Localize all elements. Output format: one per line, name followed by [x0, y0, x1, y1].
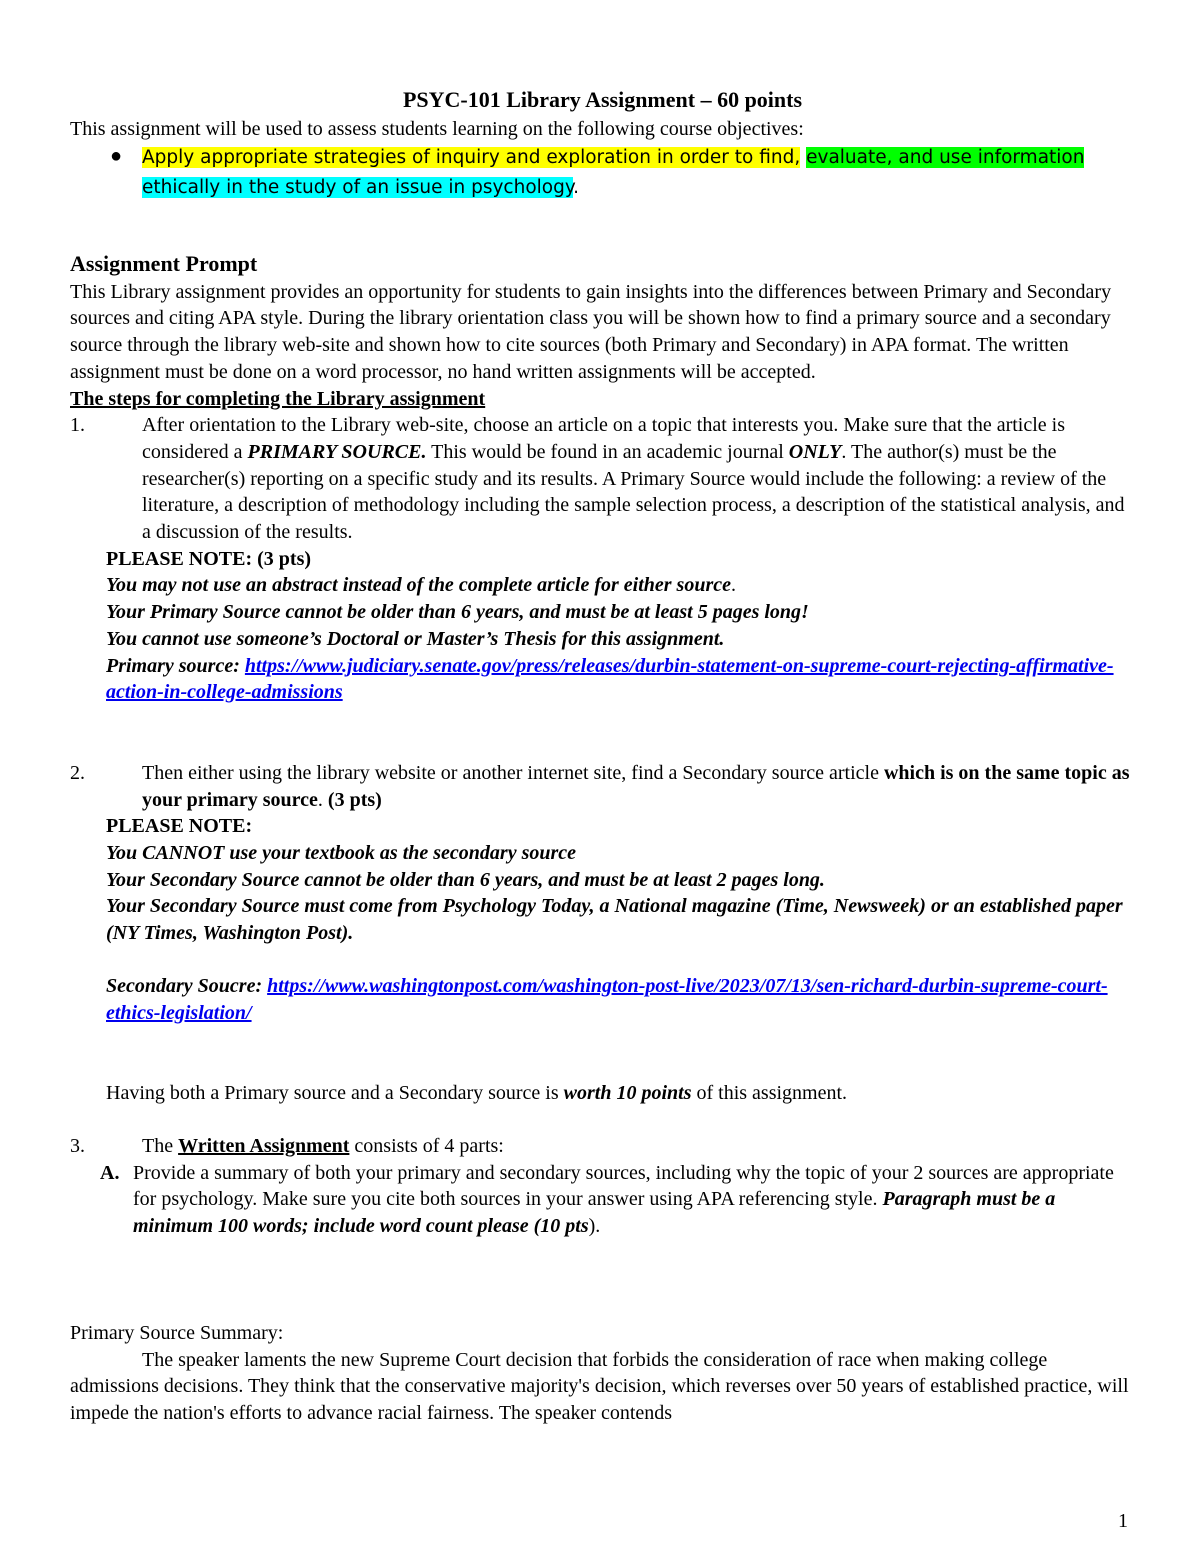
step-1-note-label: PLEASE NOTE: (3 pts) [106, 547, 312, 570]
written-assignment-emphasis: Written Assignment [178, 1134, 350, 1157]
worth-points: worth 10 points [563, 1082, 692, 1105]
summary-label: Primary Source Summary: [70, 1321, 284, 1344]
step-1-rule-1-end: . [730, 574, 736, 597]
steps-heading: The steps for completing the Library assignment [70, 387, 486, 410]
intro-text: This assignment will be used to assess students learning on the following course objectives: [70, 118, 804, 140]
step-2-rule-1: You CANNOT use your textbook as the secondary source [106, 842, 577, 865]
objective-highlight-green: evaluate, and use information [806, 146, 1085, 168]
step-1-text-a: After orientation to the Library web-site, choose an article on a topic that interests you. Make sure that the article is considered a [142, 414, 1066, 463]
step-3 [70, 1133, 1135, 1160]
step-1 [70, 412, 1135, 546]
only-emphasis: ONLY [788, 440, 842, 463]
step-3-text-b: consists of 4 parts: [349, 1134, 504, 1157]
step-1-text-b: This would be found in an academic journal [426, 440, 789, 463]
secondary-source-label: Secondary Soucre: [106, 974, 268, 997]
worth-text-a: Having both a Primary source and a Secondary source is [106, 1082, 564, 1105]
worth-line [70, 1080, 1135, 1107]
step-1-number: 1. [70, 414, 85, 437]
primary-source-emphasis: PRIMARY SOURCE. [247, 440, 427, 463]
step-2-text-b: . [317, 788, 328, 811]
summary-text: The speaker laments the new Supreme Court decision that forbids the consideration of race when making college admissions decisions. They think that the conservative majority's decision, which reverses over 50 years of established practice, will impede the nation's efforts to advance racial fairness. The speaker contends [70, 1348, 1129, 1424]
primary-source-line [106, 653, 1135, 706]
page-number: 1 [1118, 1510, 1128, 1532]
bullet-icon: ● [110, 144, 123, 167]
objective-text [142, 143, 1135, 203]
part-a-end: ). [588, 1215, 601, 1238]
worth-text-b: of this assignment. [691, 1082, 848, 1105]
step-2-points: (3 pts) [327, 788, 382, 811]
prompt-heading: Assignment Prompt [70, 250, 258, 276]
primary-source-link[interactable]: https://www.judiciary.senate.gov/press/releases/durbin-statement-on-supreme-court-rejecting-affirmative-action-in-college-admissions [106, 654, 1114, 704]
step-1-notes [70, 546, 1135, 706]
same-topic-emphasis: which is on the same topic as your primary source [142, 761, 1130, 811]
secondary-source-link[interactable]: https://www.washingtonpost.com/washington-post-live/2023/07/13/sen-richard-durbin-supreme-court-ethics-legislation/ [106, 974, 1108, 1024]
part-a-letter: A. [100, 1161, 120, 1184]
step-1-rule-1 [106, 572, 1135, 599]
step-1-rule-1-text: You may not use an abstract instead of the complete article for either source [106, 574, 731, 597]
step-2-text [142, 760, 1135, 813]
step-1-rule-2: Your Primary Source cannot be older than 6 years, and must be at least 5 pages long! [106, 601, 809, 624]
step-2-text-a: Then either using the library website or another internet site, find a Secondary source article [142, 761, 884, 784]
step-3-text [142, 1133, 1135, 1160]
objective-highlight-cyan: ethically in the study of an issue in psychology [142, 176, 574, 198]
step-2 [70, 760, 1135, 813]
secondary-source-line [106, 973, 1135, 1026]
objective-list-item [70, 143, 1135, 203]
prompt-text: This Library assignment provides an opportunity for students to gain insights into the differences between Primary and Secondary sources and citing APA style. During the library orientation class you will be shown how to find a primary source and a secondary source through the library web-site and shown how to cite sources (both Primary and Secondary) in APA format. The written assignment must be done on a word processor, no hand written assignments will be accepted. [70, 280, 1112, 383]
step-3-number: 3. [70, 1134, 85, 1157]
step-2-notes [70, 813, 1135, 1026]
step-2-rule-3: Your Secondary Source must come from Psychology Today, a National magazine (Time, Newsweek) or an established paper (NY Times, Washington Post). [106, 895, 1123, 945]
step-1-rule-3: You cannot use someone’s Doctoral or Master’s Thesis for this assignment. [106, 627, 725, 650]
step-2-number: 2. [70, 761, 85, 784]
step-1-text-c: . The author(s) must be the researcher(s) reporting on a specific study and its results. A Primary Source would include the following: a review of the literature, a description of methodology including the sample selection process, a description of the statistical analysis, and a discussion of the results. [142, 440, 1125, 544]
objective-highlight-yellow: Apply appropriate strategies of inquiry and exploration in order to find, [142, 146, 801, 168]
step-3-text-a: The [142, 1134, 179, 1157]
part-a-text [133, 1160, 1135, 1240]
primary-source-label: Primary source: [106, 654, 245, 677]
step-2-note-label: PLEASE NOTE: [106, 815, 253, 838]
step-2-rule-2: Your Secondary Source cannot be older than 6 years, and must be at least 2 pages long. [106, 868, 825, 891]
part-a-requirement: Paragraph must be a minimum 100 words; include word count please (10 pts [133, 1188, 1056, 1238]
part-a [70, 1160, 1135, 1240]
step-1-text [142, 412, 1135, 546]
document-body [70, 86, 1135, 1427]
page-title: PSYC-101 Library Assignment – 60 points [402, 87, 803, 112]
part-a-text-a: Provide a summary of both your primary and secondary sources, including why the topic of your 2 sources are appropriate for psychology. Make sure you cite both sources in your answer using APA referencing style. [133, 1161, 1114, 1211]
objective-end: . [573, 176, 580, 198]
